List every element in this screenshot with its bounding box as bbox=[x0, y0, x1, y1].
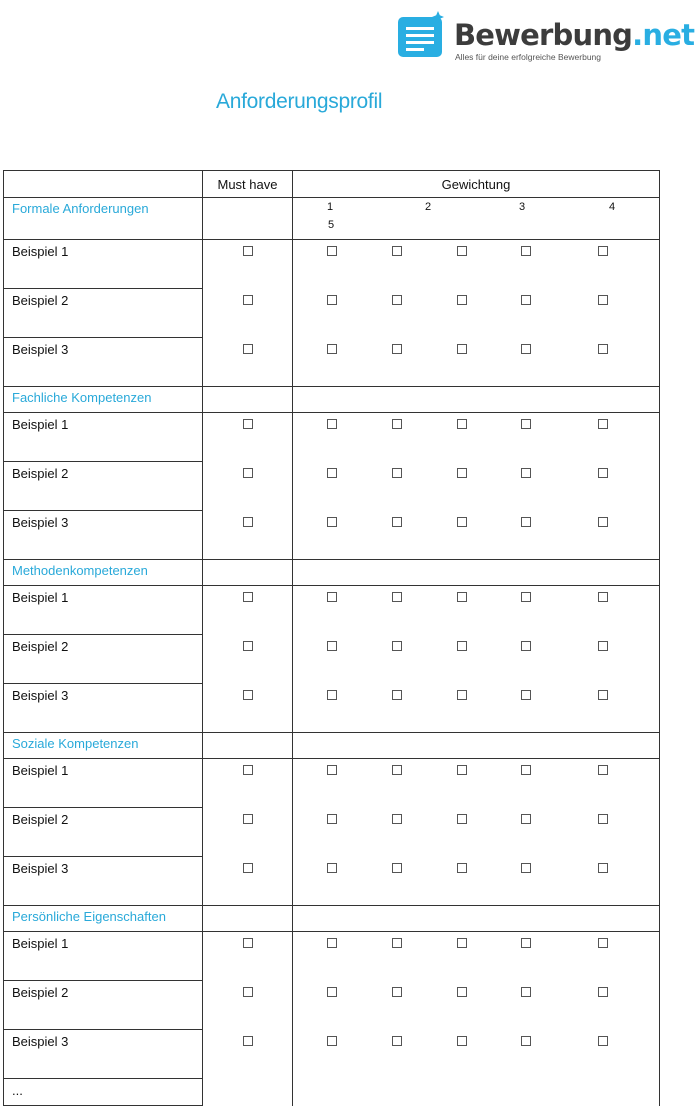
weight-checkbox-4[interactable] bbox=[521, 863, 531, 873]
weight-checkbox-4[interactable] bbox=[521, 517, 531, 527]
row-label: Beispiel 2 bbox=[4, 462, 203, 511]
weight-checkbox-1[interactable] bbox=[327, 295, 337, 305]
weight-checkbox-2[interactable] bbox=[392, 938, 402, 948]
weight-checkboxes bbox=[293, 1030, 659, 1079]
weight-cell bbox=[293, 981, 660, 1030]
must-have-checkbox[interactable] bbox=[243, 344, 253, 354]
weight-cell bbox=[293, 684, 660, 733]
weight-checkbox-5[interactable] bbox=[598, 765, 608, 775]
weight-checkbox-5[interactable] bbox=[598, 814, 608, 824]
must-have-cell bbox=[203, 289, 293, 338]
weight-cell bbox=[293, 1030, 660, 1079]
weight-checkbox-4[interactable] bbox=[521, 468, 531, 478]
weight-checkbox-2[interactable] bbox=[392, 468, 402, 478]
weight-checkbox-1[interactable] bbox=[327, 641, 337, 651]
weight-checkbox-2[interactable] bbox=[392, 517, 402, 527]
row-label: Beispiel 3 bbox=[4, 857, 203, 906]
footer-weight-cell bbox=[293, 1079, 660, 1106]
must-have-cell bbox=[203, 857, 293, 906]
section-row bbox=[4, 733, 660, 759]
must-have-checkbox[interactable] bbox=[243, 468, 253, 478]
weight-checkboxes bbox=[293, 808, 659, 857]
table-row bbox=[4, 462, 660, 511]
weight-checkbox-5[interactable] bbox=[598, 295, 608, 305]
section-title: Persönliche Eigenschaften bbox=[4, 906, 203, 932]
weight-checkbox-4[interactable] bbox=[521, 592, 531, 602]
weight-cell bbox=[293, 932, 660, 981]
table-row bbox=[4, 635, 660, 684]
weight-number: 3 bbox=[519, 201, 526, 213]
weight-checkbox-1[interactable] bbox=[327, 592, 337, 602]
must-have-checkbox[interactable] bbox=[243, 690, 253, 700]
must-have-checkbox[interactable] bbox=[243, 246, 253, 256]
row-label: Beispiel 1 bbox=[4, 932, 203, 981]
weight-checkboxes bbox=[293, 759, 659, 808]
weight-checkbox-4[interactable] bbox=[521, 938, 531, 948]
section-weight-cell bbox=[293, 198, 660, 240]
weight-checkbox-1[interactable] bbox=[327, 938, 337, 948]
weight-checkbox-4[interactable] bbox=[521, 690, 531, 700]
must-have-checkbox[interactable] bbox=[243, 938, 253, 948]
table-row bbox=[4, 759, 660, 808]
must-have-cell bbox=[203, 684, 293, 733]
weight-checkbox-5[interactable] bbox=[598, 863, 608, 873]
weight-cell bbox=[293, 462, 660, 511]
weight-checkbox-3[interactable] bbox=[457, 344, 467, 354]
must-have-cell bbox=[203, 462, 293, 511]
weight-checkbox-4[interactable] bbox=[521, 419, 531, 429]
weight-checkbox-5[interactable] bbox=[598, 468, 608, 478]
weight-checkbox-5[interactable] bbox=[598, 690, 608, 700]
row-label: Beispiel 2 bbox=[4, 289, 203, 338]
weight-checkbox-3[interactable] bbox=[457, 517, 467, 527]
table-row bbox=[4, 932, 660, 981]
row-label: Beispiel 3 bbox=[4, 511, 203, 560]
weight-checkboxes bbox=[293, 635, 659, 684]
weight-checkbox-5[interactable] bbox=[598, 641, 608, 651]
weight-checkbox-3[interactable] bbox=[457, 987, 467, 997]
table-row bbox=[4, 338, 660, 387]
section-row bbox=[4, 560, 660, 586]
weight-checkbox-5[interactable] bbox=[598, 246, 608, 256]
must-have-checkbox[interactable] bbox=[243, 641, 253, 651]
section-weight-cell bbox=[293, 906, 660, 932]
row-label: Beispiel 1 bbox=[4, 586, 203, 635]
weight-checkboxes bbox=[293, 857, 659, 906]
weight-checkbox-2[interactable] bbox=[392, 987, 402, 997]
must-have-cell bbox=[203, 808, 293, 857]
section-must-cell bbox=[203, 198, 293, 240]
header-empty bbox=[4, 171, 203, 198]
must-have-cell bbox=[203, 586, 293, 635]
weight-checkbox-3[interactable] bbox=[457, 1036, 467, 1046]
weight-checkboxes bbox=[293, 289, 659, 338]
must-have-checkbox[interactable] bbox=[243, 814, 253, 824]
must-have-cell bbox=[203, 338, 293, 387]
weight-checkbox-2[interactable] bbox=[392, 690, 402, 700]
table-row bbox=[4, 1030, 660, 1079]
row-label: Beispiel 1 bbox=[4, 759, 203, 808]
weight-checkbox-3[interactable] bbox=[457, 814, 467, 824]
table-row bbox=[4, 586, 660, 635]
weight-checkbox-4[interactable] bbox=[521, 814, 531, 824]
weight-checkbox-5[interactable] bbox=[598, 419, 608, 429]
section-weight-cell bbox=[293, 733, 660, 759]
weight-checkboxes bbox=[293, 462, 659, 511]
table-row bbox=[4, 981, 660, 1030]
weight-numbers bbox=[293, 198, 659, 236]
table-row bbox=[4, 808, 660, 857]
weight-checkbox-2[interactable] bbox=[392, 814, 402, 824]
table-row bbox=[4, 511, 660, 560]
weight-checkbox-4[interactable] bbox=[521, 295, 531, 305]
weight-checkbox-1[interactable] bbox=[327, 863, 337, 873]
weight-checkboxes bbox=[293, 240, 659, 289]
weight-checkbox-2[interactable] bbox=[392, 419, 402, 429]
must-have-header: Must have bbox=[203, 171, 293, 198]
weight-cell bbox=[293, 338, 660, 387]
section-title: Methodenkompetenzen bbox=[4, 560, 203, 586]
weight-checkbox-1[interactable] bbox=[327, 468, 337, 478]
footer-ellipsis: ... bbox=[4, 1079, 203, 1106]
document-icon bbox=[398, 11, 450, 59]
section-title: Fachliche Kompetenzen bbox=[4, 387, 203, 413]
weight-checkbox-2[interactable] bbox=[392, 1036, 402, 1046]
weight-cell bbox=[293, 413, 660, 462]
section-must-cell bbox=[203, 733, 293, 759]
must-have-cell bbox=[203, 635, 293, 684]
weight-checkbox-1[interactable] bbox=[327, 690, 337, 700]
weight-checkboxes bbox=[293, 511, 659, 560]
weight-checkbox-1[interactable] bbox=[327, 1036, 337, 1046]
weight-checkbox-1[interactable] bbox=[327, 987, 337, 997]
table-row bbox=[4, 857, 660, 906]
brand-tagline: Alles für deine erfolgreiche Bewerbung bbox=[455, 52, 602, 62]
row-label: Beispiel 2 bbox=[4, 808, 203, 857]
weight-cell bbox=[293, 635, 660, 684]
table-row bbox=[4, 413, 660, 462]
must-have-cell bbox=[203, 413, 293, 462]
weight-checkbox-1[interactable] bbox=[327, 419, 337, 429]
weight-checkbox-4[interactable] bbox=[521, 246, 531, 256]
weight-checkboxes bbox=[293, 413, 659, 462]
weight-checkboxes bbox=[293, 932, 659, 981]
section-must-cell bbox=[203, 387, 293, 413]
weight-checkbox-2[interactable] bbox=[392, 246, 402, 256]
section-row bbox=[4, 387, 660, 413]
row-label: Beispiel 3 bbox=[4, 1030, 203, 1079]
weight-checkbox-2[interactable] bbox=[392, 344, 402, 354]
row-label: Beispiel 1 bbox=[4, 240, 203, 289]
row-label: Beispiel 2 bbox=[4, 981, 203, 1030]
weight-checkboxes bbox=[293, 684, 659, 733]
table-row bbox=[4, 684, 660, 733]
section-weight-cell bbox=[293, 387, 660, 413]
weight-checkbox-3[interactable] bbox=[457, 938, 467, 948]
row-label: Beispiel 2 bbox=[4, 635, 203, 684]
section-row bbox=[4, 906, 660, 932]
weight-number: 5 bbox=[328, 219, 335, 231]
must-have-cell bbox=[203, 932, 293, 981]
footer-row bbox=[4, 1079, 660, 1106]
weight-cell bbox=[293, 808, 660, 857]
weight-checkbox-1[interactable] bbox=[327, 246, 337, 256]
weight-checkbox-4[interactable] bbox=[521, 1036, 531, 1046]
weight-checkboxes bbox=[293, 981, 659, 1030]
section-title: Soziale Kompetenzen bbox=[4, 733, 203, 759]
weight-checkbox-1[interactable] bbox=[327, 765, 337, 775]
weight-checkbox-4[interactable] bbox=[521, 344, 531, 354]
weight-number: 2 bbox=[425, 201, 432, 213]
must-have-cell bbox=[203, 759, 293, 808]
weight-number: 4 bbox=[609, 201, 616, 213]
weight-checkbox-3[interactable] bbox=[457, 690, 467, 700]
weight-checkbox-2[interactable] bbox=[392, 641, 402, 651]
weight-checkbox-4[interactable] bbox=[521, 987, 531, 997]
must-have-cell bbox=[203, 1030, 293, 1079]
weight-cell bbox=[293, 240, 660, 289]
must-have-cell bbox=[203, 240, 293, 289]
weight-checkbox-4[interactable] bbox=[521, 765, 531, 775]
must-have-cell bbox=[203, 511, 293, 560]
row-label: Beispiel 3 bbox=[4, 338, 203, 387]
weight-checkbox-5[interactable] bbox=[598, 592, 608, 602]
weight-checkbox-3[interactable] bbox=[457, 863, 467, 873]
weight-checkbox-5[interactable] bbox=[598, 1036, 608, 1046]
weight-header: Gewichtung bbox=[293, 171, 660, 198]
weight-checkbox-1[interactable] bbox=[327, 814, 337, 824]
weight-checkbox-2[interactable] bbox=[392, 295, 402, 305]
weight-checkbox-4[interactable] bbox=[521, 641, 531, 651]
weight-checkbox-2[interactable] bbox=[392, 765, 402, 775]
row-label: Beispiel 1 bbox=[4, 413, 203, 462]
table-row bbox=[4, 240, 660, 289]
logo bbox=[398, 4, 698, 68]
must-have-checkbox[interactable] bbox=[243, 987, 253, 997]
weight-checkbox-5[interactable] bbox=[598, 938, 608, 948]
weight-checkbox-3[interactable] bbox=[457, 419, 467, 429]
weight-checkbox-5[interactable] bbox=[598, 517, 608, 527]
must-have-checkbox[interactable] bbox=[243, 517, 253, 527]
section-must-cell bbox=[203, 560, 293, 586]
weight-cell bbox=[293, 289, 660, 338]
brand-name: Bewerbung.net bbox=[454, 18, 695, 52]
header-row bbox=[4, 171, 660, 198]
section-must-cell bbox=[203, 906, 293, 932]
weight-checkbox-3[interactable] bbox=[457, 295, 467, 305]
weight-checkbox-5[interactable] bbox=[598, 344, 608, 354]
must-have-checkbox[interactable] bbox=[243, 419, 253, 429]
weight-cell bbox=[293, 511, 660, 560]
weight-cell bbox=[293, 857, 660, 906]
must-have-checkbox[interactable] bbox=[243, 592, 253, 602]
weight-cell bbox=[293, 759, 660, 808]
weight-checkbox-5[interactable] bbox=[598, 987, 608, 997]
footer-must-cell bbox=[203, 1079, 293, 1106]
weight-checkbox-3[interactable] bbox=[457, 641, 467, 651]
weight-checkbox-1[interactable] bbox=[327, 517, 337, 527]
section-weight-cell bbox=[293, 560, 660, 586]
weight-checkbox-2[interactable] bbox=[392, 592, 402, 602]
weight-number: 1 bbox=[327, 201, 334, 213]
must-have-checkbox[interactable] bbox=[243, 295, 253, 305]
weight-checkboxes bbox=[293, 586, 659, 635]
weight-checkbox-3[interactable] bbox=[457, 765, 467, 775]
must-have-checkbox[interactable] bbox=[243, 765, 253, 775]
weight-checkbox-3[interactable] bbox=[457, 246, 467, 256]
row-label: Beispiel 3 bbox=[4, 684, 203, 733]
must-have-checkbox[interactable] bbox=[243, 863, 253, 873]
weight-checkbox-2[interactable] bbox=[392, 863, 402, 873]
section-title: Formale Anforderungen bbox=[4, 198, 203, 240]
table-row bbox=[4, 289, 660, 338]
weight-checkboxes bbox=[293, 338, 659, 387]
weight-cell bbox=[293, 586, 660, 635]
weight-checkbox-1[interactable] bbox=[327, 344, 337, 354]
weight-checkbox-3[interactable] bbox=[457, 592, 467, 602]
must-have-checkbox[interactable] bbox=[243, 1036, 253, 1046]
must-have-cell bbox=[203, 981, 293, 1030]
requirements-table bbox=[3, 170, 660, 1106]
weight-checkbox-3[interactable] bbox=[457, 468, 467, 478]
section-row bbox=[4, 198, 660, 240]
page-title: Anforderungsprofil bbox=[216, 90, 383, 113]
